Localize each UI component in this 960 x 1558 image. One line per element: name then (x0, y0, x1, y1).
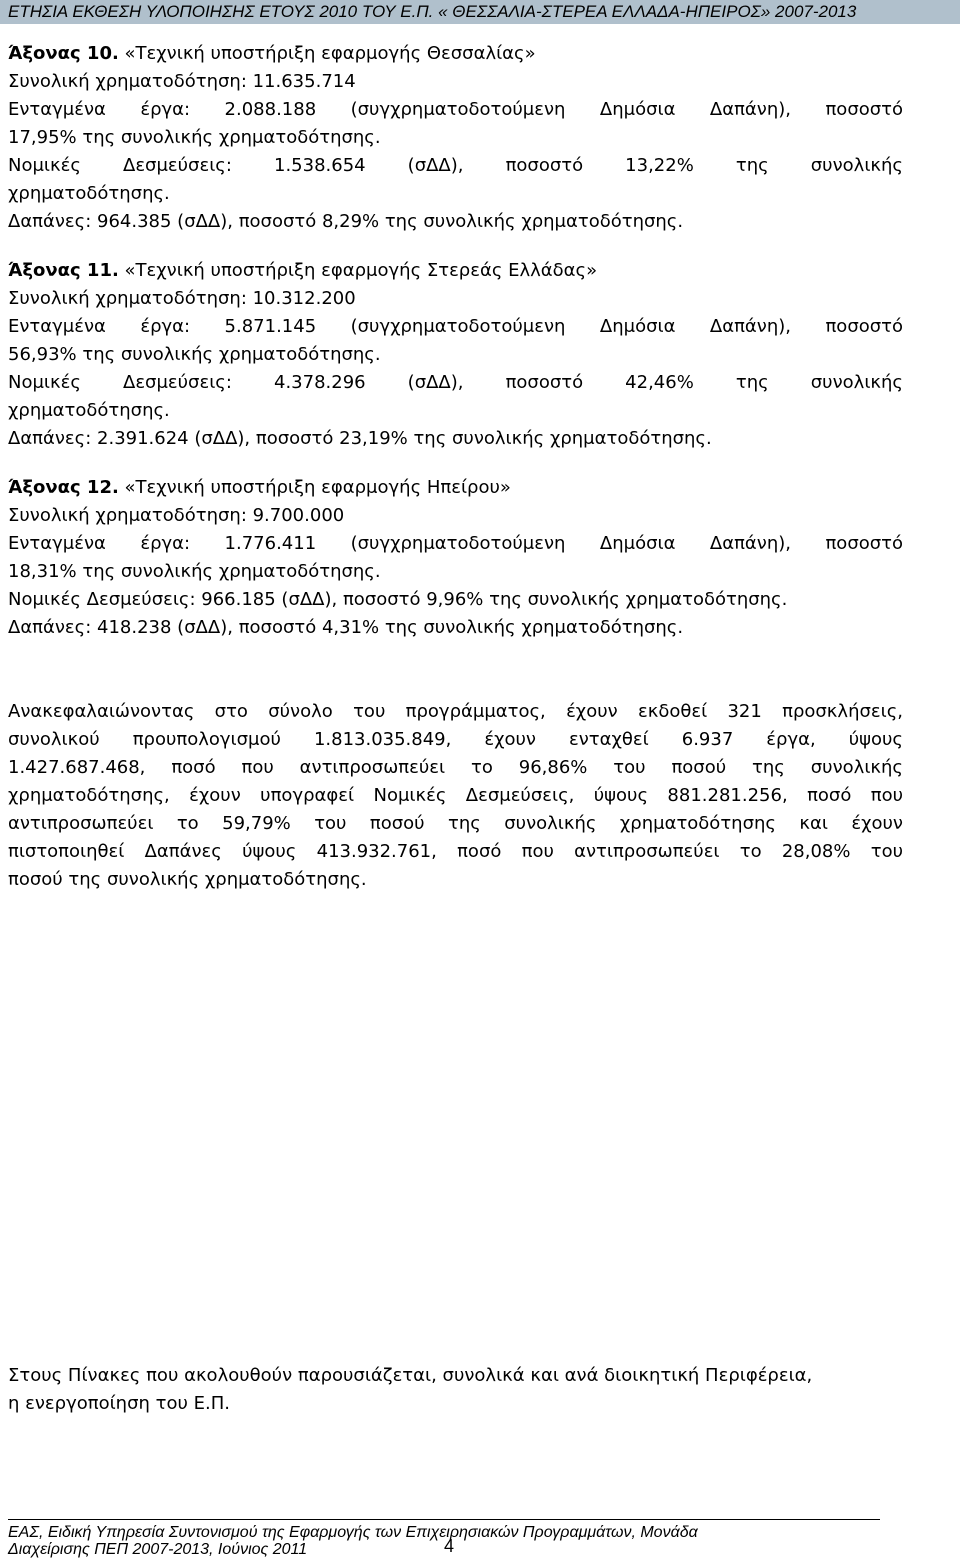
axis-10-heading (8, 40, 903, 68)
axis-12-commitments: Νομικές Δεσμεύσεις: 966.185 (σΔΔ), ποσοστό 9,96% της συνολικής χρηματοδότησης. (8, 589, 788, 610)
axis-10-total: Συνολική χρηματοδότηση: 11.635.714 (8, 71, 356, 92)
axis-10-projects: Ενταγμένα έργα: 2.088.188 (συγχρηματοδοτούμενη Δημόσια Δαπάνη), ποσοστό (8, 99, 903, 120)
page-number: 4 (444, 1536, 455, 1556)
running-header: ΕΤΗΣΙΑ ΕΚΘΕΣΗ ΥΛΟΠΟΙΗΣΗΣ ΕΤΟΥΣ 2010 ΤΟΥ Ε.Π. « ΘΕΣΣΑΛΙΑ-ΣΤΕΡΕΑ ΕΛΛΑΔΑ-ΗΠΕΙΡΟΣ» 2007-2013 (0, 0, 960, 24)
axis-12-section (8, 474, 903, 642)
axis-11-expenses: Δαπάνες: 2.391.624 (σΔΔ), ποσοστό 23,19% της συνολικής χρηματοδότησης. (8, 428, 712, 449)
axis-12-label: Άξονας 12. (8, 477, 119, 498)
axis-11-commitments-cont: χρηματοδότησης. (8, 400, 170, 421)
axis-10-commitments-cont: χρηματοδότησης. (8, 183, 170, 204)
axis-11-heading (8, 257, 903, 285)
summary-line: αντιπροσωπεύει το 59,79% του ποσού της συνολικής χρηματοδότησης και έχουν (8, 813, 903, 834)
footer (8, 1524, 908, 1558)
summary-line: συνολικού προυπολογισμού 1.813.035.849, έχουν ενταχθεί 6.937 έργα, ύψους (8, 729, 903, 750)
axis-10-commitments: Νομικές Δεσμεύσεις: 1.538.654 (σΔΔ), ποσοστό 13,22% της συνολικής (8, 155, 903, 176)
summary-line: 1.427.687.468, ποσό που αντιπροσωπεύει το 96,86% του ποσού της συνολικής (8, 757, 903, 778)
axis-12-expenses: Δαπάνες: 418.238 (σΔΔ), ποσοστό 4,31% της συνολικής χρηματοδότησης. (8, 617, 684, 638)
axis-12-title: «Τεχνική υποστήριξη εφαρμογής Ηπείρου» (118, 477, 511, 498)
footer-line: Διαχείρισης ΠΕΠ 2007-2013, Ιούνιος 2011 (8, 1541, 308, 1558)
axis-10-label: Άξονας 10. (8, 43, 119, 64)
summary-line: Ανακεφαλαιώνοντας στο σύνολο του προγράμματος, έχουν εκδοθεί 321 προσκλήσεις, (8, 701, 903, 722)
summary-paragraph (8, 698, 903, 894)
axis-11-section (8, 257, 903, 453)
closing-line: η ενεργοποίηση του Ε.Π. (8, 1393, 230, 1414)
axis-11-total: Συνολική χρηματοδότηση: 10.312.200 (8, 288, 356, 309)
axis-12-total: Συνολική χρηματοδότηση: 9.700.000 (8, 505, 345, 526)
summary-line: ποσού της συνολικής χρηματοδότησης. (8, 869, 367, 890)
axis-10-title: «Τεχνική υποστήριξη εφαρμογής Θεσσαλίας» (118, 43, 536, 64)
axis-12-projects-cont: 18,31% της συνολικής χρηματοδότησης. (8, 561, 381, 582)
footer-divider (8, 1519, 880, 1520)
axis-11-label: Άξονας 11. (8, 260, 119, 281)
axis-11-title: «Τεχνική υποστήριξη εφαρμογής Στερεάς Ελλάδας» (118, 260, 598, 281)
axis-10-section (8, 40, 903, 236)
axis-10-projects-cont: 17,95% της συνολικής χρηματοδότησης. (8, 127, 381, 148)
summary-line: πιστοποιηθεί Δαπάνες ύψους 413.932.761, ποσό που αντιπροσωπεύει το 28,08% του (8, 841, 903, 862)
axis-12-heading (8, 474, 903, 502)
closing-line: Στους Πίνακες που ακολουθούν παρουσιάζεται, συνολικά και ανά διοικητική Περιφέρεια, (8, 1365, 813, 1386)
axis-11-commitments: Νομικές Δεσμεύσεις: 4.378.296 (σΔΔ), ποσοστό 42,46% της συνολικής (8, 372, 903, 393)
closing-paragraph (8, 1362, 903, 1418)
axis-10-expenses: Δαπάνες: 964.385 (σΔΔ), ποσοστό 8,29% της συνολικής χρηματοδότησης. (8, 211, 684, 232)
axis-11-projects-cont: 56,93% της συνολικής χρηματοδότησης. (8, 344, 381, 365)
footer-line: ΕΑΣ, Ειδική Υπηρεσία Συντονισμού της Εφαρμογής των Επιχειρησιακών Προγραμμάτων, Μονάδα (8, 1524, 698, 1541)
axis-12-projects: Ενταγμένα έργα: 1.776.411 (συγχρηματοδοτούμενη Δημόσια Δαπάνη), ποσοστό (8, 533, 903, 554)
document-body (8, 40, 903, 894)
summary-line: χρηματοδότησης, έχουν υπογραφεί Νομικές Δεσμεύσεις, ύψους 881.281.256, ποσό που (8, 785, 903, 806)
axis-11-projects: Ενταγμένα έργα: 5.871.145 (συγχρηματοδοτούμενη Δημόσια Δαπάνη), ποσοστό (8, 316, 903, 337)
